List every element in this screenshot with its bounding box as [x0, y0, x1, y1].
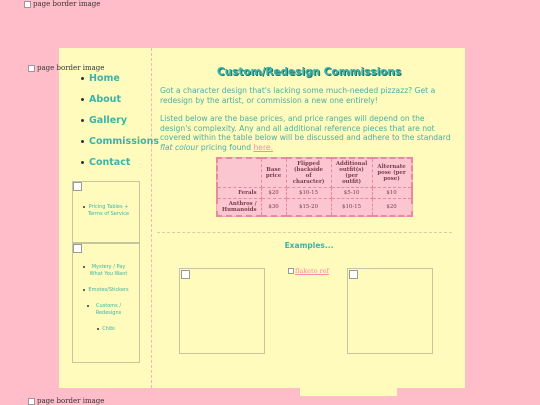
- main-content: [153, 48, 465, 388]
- nav-item-about[interactable]: [81, 89, 159, 110]
- sidebar-link-chibi[interactable]: [73, 326, 139, 333]
- bullet-icon: [81, 161, 84, 164]
- bullet-icon: [81, 77, 84, 80]
- price-table: [216, 157, 413, 217]
- broken-image-icon: [181, 270, 190, 279]
- table-cell: $20: [261, 188, 286, 199]
- broken-image-icon: [28, 398, 35, 405]
- link-label: Mystery / Pay What You Want: [89, 264, 128, 277]
- table-header: Alternate pose (per pose): [372, 158, 412, 188]
- panel-extension: [300, 388, 397, 396]
- link-label: Pricing Tables + Terms of Service: [87, 204, 130, 217]
- bullet-icon: [83, 206, 85, 208]
- page-title: Custom/Redesign Commissions: [216, 66, 402, 78]
- flat-colour-pricing-link[interactable]: here.: [253, 142, 273, 152]
- sidebar-link-pricing-tos[interactable]: [73, 204, 139, 218]
- content-panel: [59, 48, 465, 388]
- table-cell: $20: [372, 199, 412, 217]
- table-cell: $5-10: [331, 188, 372, 199]
- broken-image-icon: [73, 182, 82, 191]
- table-header: Additional outfit(s) (per outfit): [331, 158, 372, 188]
- page-border-image-left: [28, 64, 104, 72]
- sidebar-link-mystery[interactable]: [73, 264, 139, 278]
- alt-text: page border image: [33, 0, 101, 8]
- bullet-icon: [81, 119, 84, 122]
- bullet-icon: [87, 305, 89, 307]
- main-nav: [81, 68, 159, 173]
- broken-image-icon: [288, 268, 294, 274]
- nav-item-gallery[interactable]: [81, 110, 159, 131]
- nav-label: Gallery: [89, 115, 128, 126]
- table-cell: $30: [261, 199, 286, 217]
- row-label: Anthros / Humanoids: [217, 199, 261, 217]
- pricing-emphasis: flat colour: [160, 142, 199, 152]
- table-row: [217, 188, 412, 199]
- nav-item-commissions[interactable]: [81, 131, 159, 152]
- table-header: Base price: [261, 158, 286, 188]
- table-header: [217, 158, 261, 188]
- section-divider: [157, 232, 452, 233]
- row-label: Ferals: [217, 188, 261, 199]
- sidebar-link-emotes[interactable]: [73, 287, 139, 294]
- sidebar-link-customs[interactable]: [73, 303, 139, 317]
- sidebar-box-categories: [72, 243, 140, 363]
- table-cell: $15-20: [286, 199, 331, 217]
- bullet-icon: [83, 266, 85, 268]
- pricing-text-2: pricing found: [198, 142, 254, 152]
- page-border-image-bottom: [28, 397, 104, 405]
- sidebar-box-list: [73, 204, 139, 227]
- example-image-3[interactable]: [347, 268, 433, 354]
- examples-heading: Examples...: [284, 241, 334, 250]
- nav-label: Commissions: [89, 136, 160, 147]
- bullet-icon: [97, 328, 99, 330]
- example-link-flaketo-ref[interactable]: [288, 267, 329, 275]
- table-cell: $10-15: [286, 188, 331, 199]
- table-cell: $10-15: [331, 199, 372, 217]
- bullet-icon: [81, 140, 84, 143]
- link-label: Customs / Redesigns: [95, 303, 122, 316]
- example-link-label: flaketo ref: [295, 267, 329, 275]
- table-cell: $10: [372, 188, 412, 199]
- intro-paragraph: Got a character design that's lacking some much-needed pizzazz? Get a redesign by the artist, or commission a new one entirely!: [160, 86, 436, 105]
- link-label: Chibi: [102, 326, 115, 332]
- alt-text: page border image: [37, 64, 105, 72]
- sidebar-box-pricing: [72, 181, 140, 243]
- pricing-text: Listed below are the base prices, and price ranges will depend on the design's complexity. Any and all additional reference pieces that are not covered within the table below will be discussed and adhere to the standard: [160, 114, 451, 142]
- nav-label: Home: [89, 73, 120, 84]
- link-label: Emotes/Stickers: [88, 287, 129, 293]
- sidebar-box-list: [73, 264, 139, 342]
- example-image-1[interactable]: [179, 268, 265, 354]
- table-row: [217, 199, 412, 217]
- table-header: Flipped (backside of character): [286, 158, 331, 188]
- broken-image-icon: [73, 244, 82, 253]
- nav-label: About: [89, 94, 121, 105]
- page-border-image-top: [24, 0, 100, 8]
- bullet-icon: [83, 289, 85, 291]
- sidebar: [59, 48, 160, 388]
- broken-image-icon: [28, 65, 35, 72]
- bullet-icon: [81, 98, 84, 101]
- pricing-paragraph: [160, 114, 452, 152]
- broken-image-icon: [349, 270, 358, 279]
- nav-item-contact[interactable]: [81, 152, 159, 173]
- alt-text: page border image: [37, 397, 105, 405]
- nav-label: Contact: [89, 157, 131, 168]
- broken-image-icon: [24, 1, 31, 8]
